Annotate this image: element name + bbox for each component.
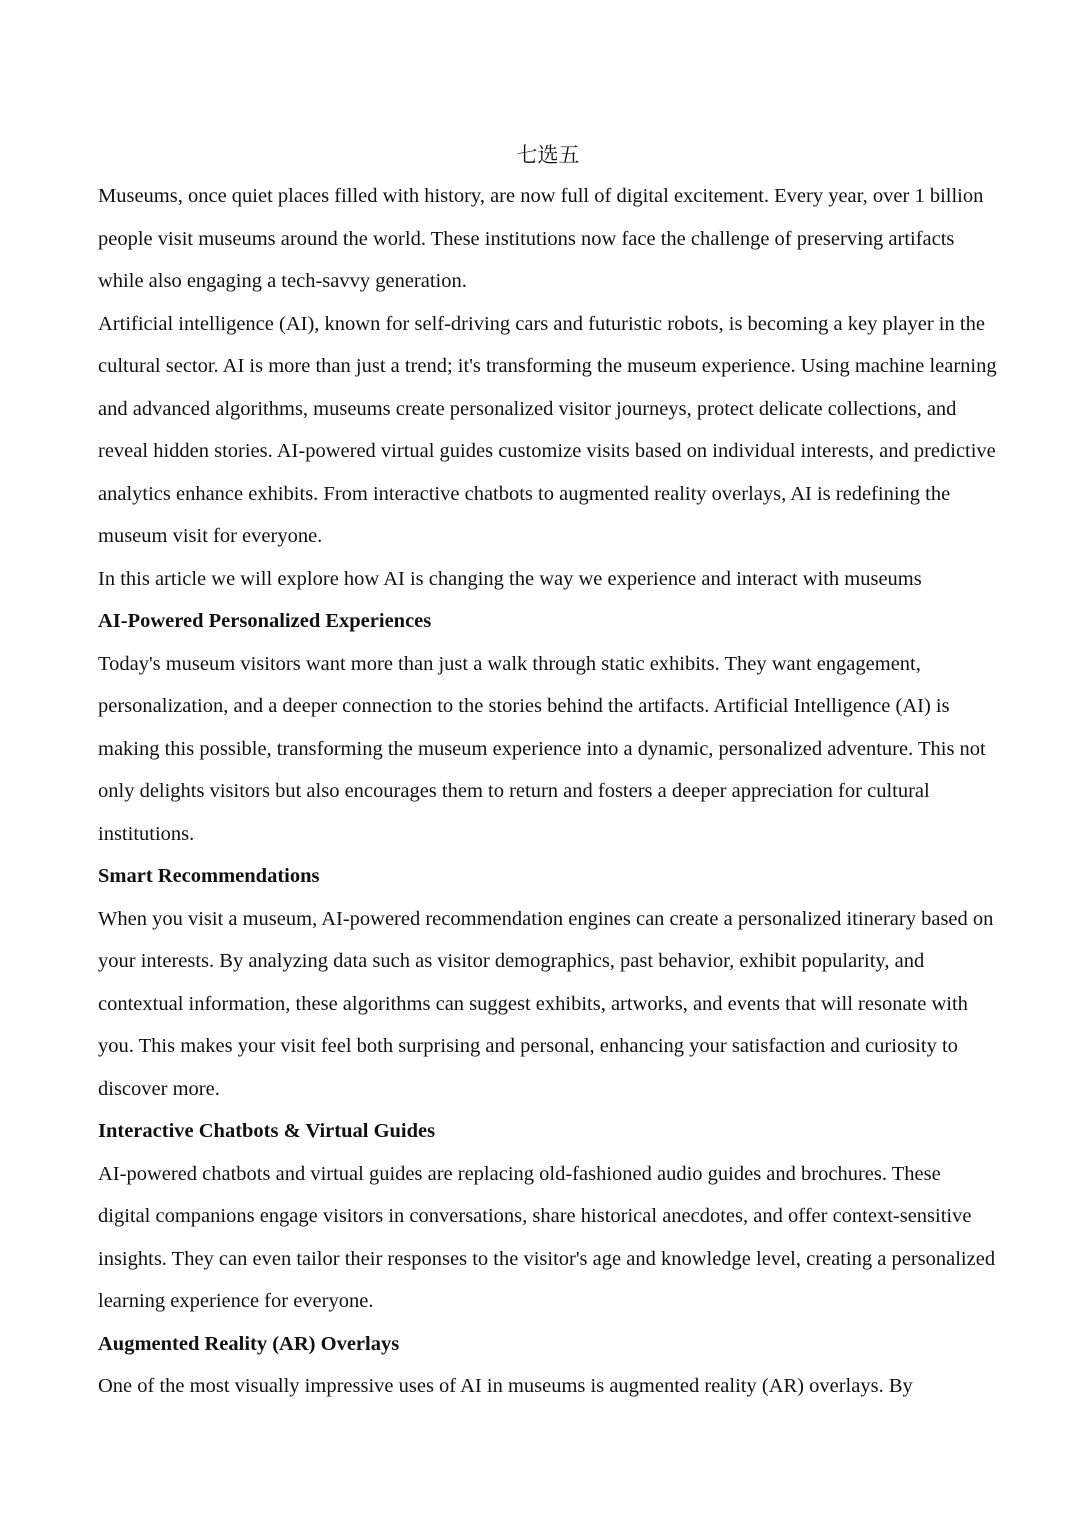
paragraph-recommendations: When you visit a museum, AI-powered recommendation engines can create a personalized itinerary based on your interests. By analyzing data such as visitor demographics, past behavior, exhibit popularity, and contextual information, these algorithms can suggest exhibits, artworks, and events that will resonate with you. This makes your visit feel both surprising and personal, enhancing your satisfaction and curiosity to discover more.: [98, 907, 994, 1100]
paragraph-chatbots: AI-powered chatbots and virtual guides are replacing old-fashioned audio guides and brochures. These digital companions engage visitors in conversations, share historical anecdotes, and offer context-sensitive insights. They can even tailor their responses to the visitor's age and knowledge level, creating a personalized learning experience for everyone.: [98, 1162, 996, 1312]
document-page: [98, 135, 998, 1408]
section-heading-recommendations: Smart Recommendations: [98, 865, 320, 887]
intro-paragraph-1: Museums, once quiet places filled with history, are now full of digital excitement. Every year, over 1 billion people visit museums around the world. These institutions now face the challenge of preserving artifacts while also engaging a tech-savvy generation.: [98, 185, 984, 292]
intro-paragraph-2: Artificial intelligence (AI), known for self-driving cars and futuristic robots, is becoming a key player in the cultural sector. AI is more than just a trend; it's transforming the museum experience. Using machine learning and advanced algorithms, museums create personalized visitor journeys, protect delicate collections, and reveal hidden stories. AI-powered virtual guides customize visits based on individual interests, and predictive analytics enhance exhibits. From interactive chatbots to augmented reality overlays, AI is redefining the museum visit for everyone.: [98, 312, 997, 547]
intro-paragraph-3: In this article we will explore how AI is changing the way we experience and interact with museums: [98, 567, 922, 590]
paragraph-personalized: Today's museum visitors want more than just a walk through static exhibits. They want engagement, personalization, and a deeper connection to the stories behind the artifacts. Artificial Intelligence (AI) is making this possible, transforming the museum experience into a dynamic, personalized adventure. This not only delights visitors but also encourages them to return and fosters a deeper appreciation for cultural institutions.: [98, 652, 986, 845]
section-heading-ar: Augmented Reality (AR) Overlays: [98, 1332, 400, 1355]
document-title: 七选五: [516, 143, 580, 167]
section-heading-personalized: AI-Powered Personalized Experiences: [98, 610, 432, 632]
section-heading-chatbots: Interactive Chatbots & Virtual Guides: [98, 1120, 436, 1142]
paragraph-ar: One of the most visually impressive uses of AI in museums is augmented reality (AR) overlays. By: [98, 1375, 913, 1397]
